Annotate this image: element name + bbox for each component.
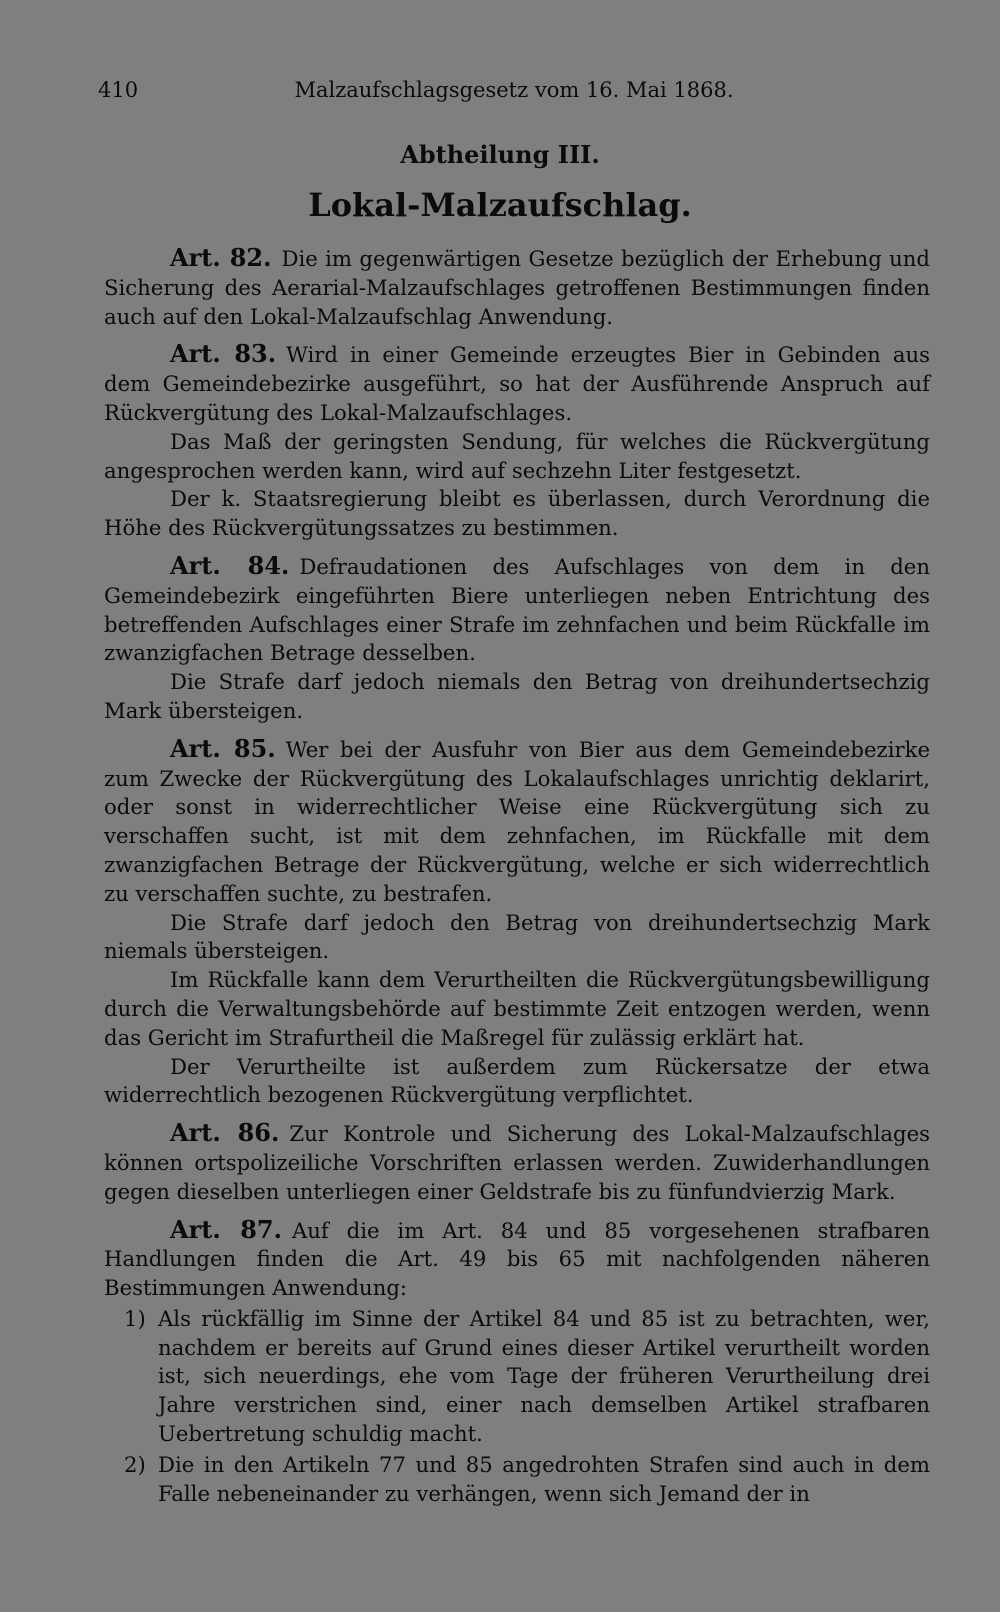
list-item-number: 1) [124, 1305, 146, 1331]
article-paragraph: Die Strafe darf jedoch den Betrag von dreihundertsechzig Mark niemals übersteigen. [104, 909, 930, 964]
article-label: Art. 85. [170, 733, 276, 763]
article-label: Art. 84. [170, 550, 290, 580]
running-title: Malzaufschlagsgesetz vom 16. Mai 1868. [294, 78, 734, 102]
article-87 [104, 1216, 930, 1509]
paragraph-text: Zur Kontrole und Sicherung des Lokal-Malzaufschlages können ortspolizeiliche Vorschriften erlassen werden. Zuwiderhandlungen gegen dieselben unterliegen einer Geldstrafe bis zu fünfundvierzig Mark. [104, 1121, 930, 1204]
list-item-text: Als rückfällig im Sinne der Artikel 84 und 85 ist zu betrachten, wer, nachdem er bereits auf Grund eines dieser Artikel verurtheilt worden ist, sich neuerdings, ehe vom Tage der früheren Verurtheilung drei Jahre verstrichen sind, einer nach demselben Artikel strafbaren Uebertretung schuldig macht. [158, 1305, 930, 1447]
section-title: Lokal-Malzaufschlag. [308, 186, 692, 224]
page-number: 410 [98, 78, 139, 102]
article-label: Art. 86. [170, 1118, 280, 1148]
article-paragraph: Der Verurtheilte ist außerdem zum Rückersatze der etwa widerrechtlich bezogenen Rückvergütung verpflichtet. [104, 1053, 930, 1108]
article-label: Art. 82. [170, 243, 272, 272]
article-84 [104, 552, 930, 726]
article-paragraph [104, 244, 930, 331]
article-86 [104, 1119, 930, 1206]
article-paragraph [104, 340, 930, 427]
article-85 [104, 735, 930, 1110]
article-paragraph: Im Rückfalle kann dem Verurtheilten die Rückvergütungsbewilligung durch die Verwaltungsbehörde auf bestimmte Zeit entzogen werden, wenn das Gericht im Strafurtheil die Maßregel für zulässig erklärt hat. [104, 967, 930, 1050]
article-paragraph: Die Strafe darf jedoch niemals den Betrag von dreihundertsechzig Mark übersteigen. [104, 669, 930, 723]
article-paragraph: Das Maß der geringsten Sendung, für welches die Rückvergütung angesprochen werden kann, wird auf sechzehn Liter festgesetzt. [104, 428, 930, 483]
article-paragraph [104, 1216, 930, 1303]
article-83 [104, 340, 930, 543]
article-82 [104, 244, 930, 331]
paragraph-text: Wer bei der Ausfuhr von Bier aus dem Gemeindebezirke zum Zwecke der Rückvergütung des Lokalaufschlages unrichtig deklarirt, oder sonst in widerrechtlicher Weise eine Rückvergütung sich zu verschaffen sucht, ist mit dem zehnfachen, im Rückfalle mit dem zwanzigfachen Betrage der Rückvergütung, welche er sich widerrechtlich zu verschaffen suchte, zu bestrafen. [104, 736, 930, 906]
paragraph-text: Wird in einer Gemeinde erzeugtes Bier in Gebinden aus dem Gemeindebezirke ausgeführt, so hat der Ausführende Anspruch auf Rückvergütung des Lokal-Malzaufschlages. [104, 342, 930, 425]
list-item [104, 1305, 930, 1449]
page-header [98, 78, 930, 110]
article-paragraph: Der k. Staatsregierung bleibt es überlassen, durch Verordnung die Höhe des Rückvergütungssatzes zu bestimmen. [104, 486, 930, 541]
article-paragraph [104, 552, 930, 668]
article-label: Art. 83. [170, 339, 277, 369]
list-item [104, 1451, 930, 1509]
list-item-text: Die in den Artikeln 77 und 85 angedrohten Strafen sind auch in dem Falle nebeneinander zu verhängen, wenn sich Jemand der in [158, 1451, 930, 1506]
paragraph-text: Defraudationen des Aufschlages von dem in den Gemeindebezirk eingeführten Biere unterliegen neben Entrichtung des betreffenden Aufschlages einer Strafe im zehnfachen und beim Rückfalle im zwanzigfachen Betrage desselben. [104, 553, 930, 666]
paragraph-text: Auf die im Art. 84 und 85 vorgesehenen strafbaren Handlungen finden die Art. 49 bis 65 mit nachfolgenden näheren Bestimmungen Anwendung: [104, 1217, 930, 1301]
body-text [104, 244, 930, 1517]
paragraph-text: Die im gegenwärtigen Gesetze bezüglich der Erhebung und Sicherung des Aerarial-Malzaufschlages getroffenen Bestimmungen finden auch auf den Lokal-Malzaufschlag Anwendung. [104, 246, 930, 329]
list-item-number: 2) [124, 1451, 146, 1477]
article-paragraph [104, 1119, 930, 1206]
article-label: Art. 87. [170, 1214, 282, 1244]
article-paragraph [104, 735, 930, 909]
section-heading: Abtheilung III. [400, 140, 600, 169]
provision-list [104, 1305, 930, 1509]
